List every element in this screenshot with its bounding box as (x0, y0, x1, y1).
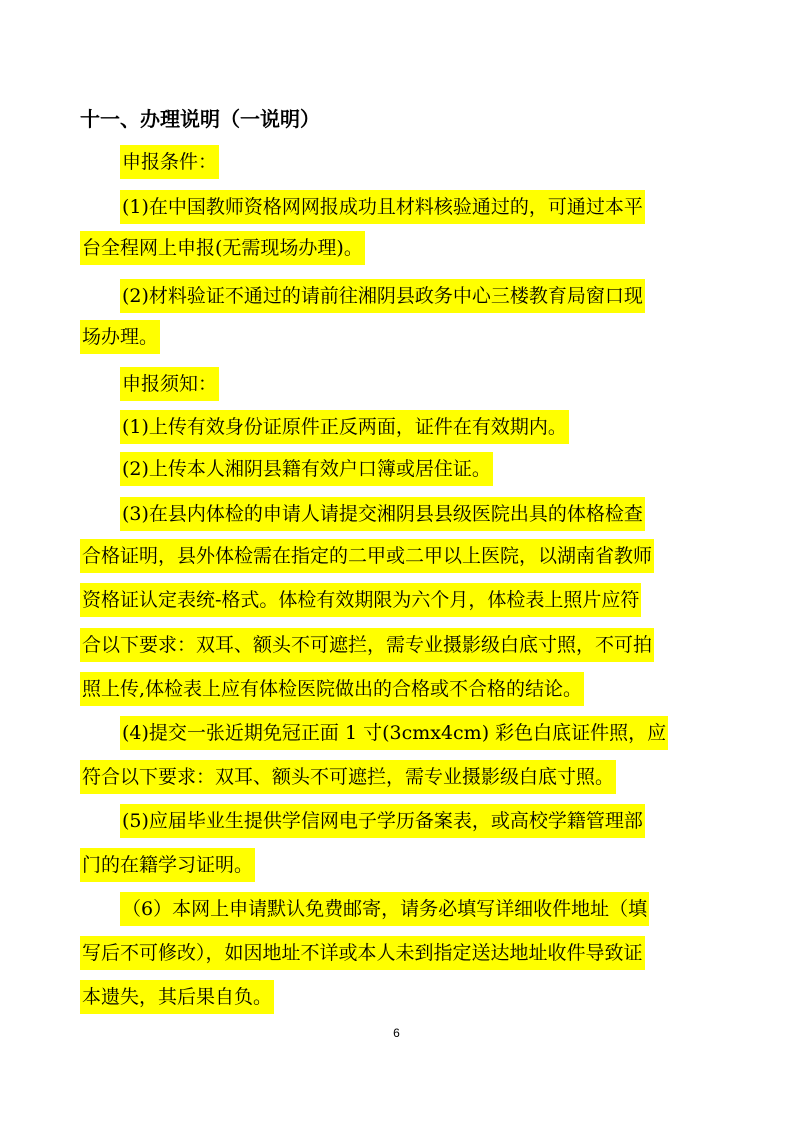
page-number: 6 (393, 1026, 400, 1040)
notice-label: 申报须知： (120, 367, 219, 401)
notice-3-line-3: 资格证认定表统-格式。体检有效期限为六个月，体检表上照片应符 (80, 583, 641, 617)
notice-6-line-1: （6）本网上申请默认免费邮寄，请务必填写详细收件地址（填 (120, 892, 649, 926)
condition-2-line-1: (2)材料验证不通过的请前往湘阴县政务中心三楼教育局窗口现 (120, 279, 645, 313)
notice-3-line-1: (3)在县内体检的申请人请提交湘阴县县级医院出具的体格检查 (120, 497, 645, 531)
notice-2-line-1: (2)上传本人湘阴县籍有效户口簿或居住证。 (120, 452, 493, 486)
notice-1-line-1: (1)上传有效身份证原件正反两面，证件在有效期内。 (120, 410, 569, 444)
notice-3-line-4: 合以下要求：双耳、额头不可遮拦，需专业摄影级白底寸照，不可拍 (80, 628, 654, 662)
notice-5-line-2: 门的在籍学习证明。 (80, 848, 255, 882)
notice-3-line-5: 照上传,体检表上应有体检医院做出的合格或不合格的结论。 (80, 672, 584, 706)
condition-1-line-1: (1)在中国教师资格网网报成功且材料核验通过的，可通过本平 (120, 190, 645, 224)
condition-2-line-2: 场办理。 (80, 320, 160, 354)
section-heading: 十一、办理说明（一说明） (80, 107, 320, 131)
notice-5-line-1: (5)应届毕业生提供学信网电子学历备案表，或高校学籍管理部 (120, 804, 645, 838)
notice-4-line-1: (4)提交一张近期免冠正面 1 寸(3cmx4cm) 彩色白底证件照，应 (120, 716, 668, 750)
notice-6-line-3: 本遗失，其后果自负。 (80, 980, 274, 1014)
conditions-label: 申报条件： (120, 145, 219, 179)
condition-1-line-2: 台全程网上申报(无需现场办理)。 (80, 231, 365, 265)
notice-3-line-2: 合格证明，县外体检需在指定的二甲或二甲以上医院，以湖南省教师 (80, 539, 654, 573)
notice-4-line-2: 符合以下要求：双耳、额头不可遮拦，需专业摄影级白底寸照。 (80, 760, 616, 794)
notice-6-line-2: 写后不可修改），如因地址不详或本人未到指定送达地址收件导致证 (80, 936, 645, 970)
